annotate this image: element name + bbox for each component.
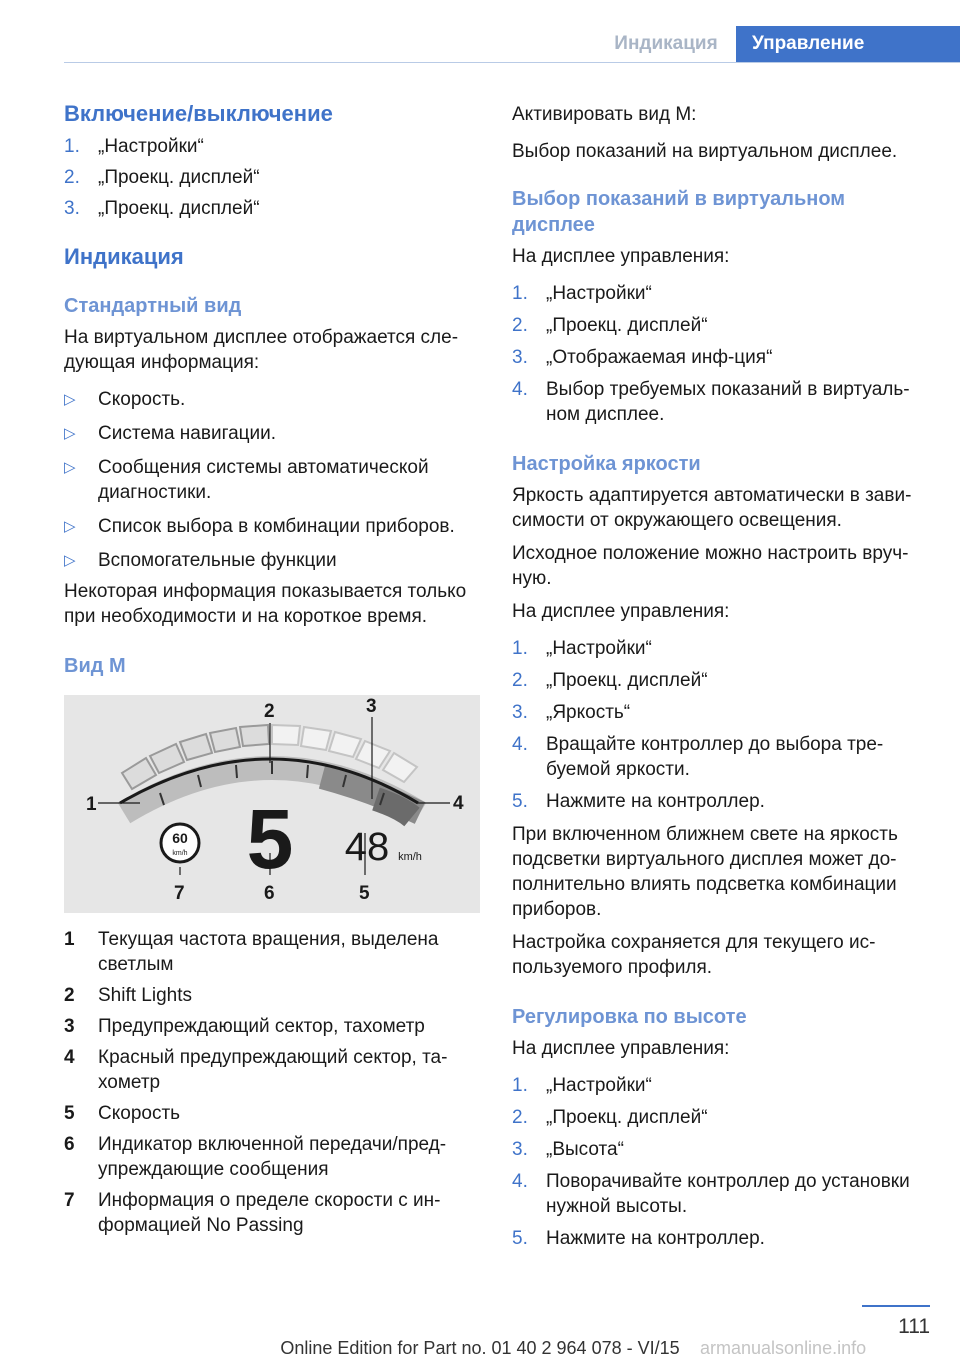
- callout-1: 1: [86, 794, 97, 815]
- list-item: 2. „Проекц. дисплей“: [512, 1107, 708, 1128]
- edition-info: Online Edition for Part no. 01 40 2 964 078 - VI/15: [280, 1338, 680, 1358]
- speed-unit: km/h: [398, 851, 422, 863]
- speed-limit-unit: km/h: [172, 850, 188, 857]
- paragraph: На дисплее управления:: [512, 601, 730, 622]
- callout-6: 6: [264, 883, 275, 904]
- m-view-display-figure: [64, 695, 480, 913]
- section-title-on-off: Включение/выключение: [64, 101, 333, 126]
- info-bullets: [64, 387, 482, 573]
- header-chapter-tab[interactable]: Управление: [736, 26, 960, 62]
- legend-item: 4 Красный предупреждающий сектор, та-хометр: [64, 1047, 448, 1093]
- legend-item: 7 Информация о пределе скорости с ин-формацией No Passing: [64, 1190, 441, 1236]
- page-number: 111: [898, 1315, 930, 1338]
- left-column: [64, 100, 482, 1244]
- list-item: 3. „Проекц. дисплей“: [64, 198, 260, 219]
- list-item: 4. Вращайте контроллер до выбора тре-буемой яркости.: [512, 734, 884, 780]
- paragraph: На дисплее управления:: [512, 246, 730, 267]
- paragraph: При включенном ближнем свете на яркость подсветки виртуального дисплея может до-полнительно влиять подсветка комбинации приборов.: [512, 824, 898, 920]
- list-item: 2. „Проекц. дисплей“: [512, 315, 708, 336]
- paragraph: На дисплее управления:: [512, 1038, 730, 1059]
- triangle-bullet-icon: ▷: [64, 391, 76, 408]
- list-item: 2. „Проекц. дисплей“: [512, 670, 708, 691]
- on-off-steps: [64, 134, 482, 221]
- select-view-steps: [512, 281, 932, 427]
- subsection-title-brightness: Настройка яркости: [512, 453, 701, 475]
- list-item: 4. Поворачивайте контроллер до установки нужной высоты.: [512, 1171, 910, 1217]
- triangle-bullet-icon: ▷: [64, 552, 76, 569]
- legend-item: 2 Shift Lights: [64, 985, 192, 1006]
- brightness-steps: [512, 636, 932, 814]
- list-item: ▷ Система навигации.: [64, 423, 277, 444]
- subsection-title-standard: Стандартный вид: [64, 295, 242, 317]
- watermark: armanualsonline.info: [700, 1338, 867, 1358]
- footer-divider: [862, 1305, 930, 1307]
- list-item: 1. „Настройки“: [64, 136, 204, 157]
- gear-indicator: 5: [246, 792, 294, 886]
- list-item: 3. „Высота“: [512, 1139, 624, 1160]
- paragraph: Выбор показаний на виртуальном дисплее.: [512, 141, 898, 162]
- list-item: 5. Нажмите на контроллер.: [512, 791, 765, 812]
- list-item: 1. „Настройки“: [512, 638, 652, 659]
- triangle-bullet-icon: ▷: [64, 518, 76, 535]
- triangle-bullet-icon: ▷: [64, 425, 76, 442]
- paragraph: Активировать вид М:: [512, 104, 697, 125]
- list-item: ▷ Сообщения системы автоматической диагностики.: [64, 457, 429, 503]
- list-item: 1. „Настройки“: [512, 283, 652, 304]
- legend-item: 3 Предупреждающий сектор, тахометр: [64, 1016, 425, 1037]
- legend-item: 1 Текущая частота вращения, выделена светлым: [64, 929, 439, 975]
- section-title-display: Индикация: [64, 244, 184, 269]
- legend-item: 5 Скорость: [64, 1103, 181, 1124]
- header-section-tab[interactable]: Индикация: [614, 33, 718, 54]
- m-view-illustration: [64, 695, 480, 913]
- callout-2: 2: [264, 701, 275, 722]
- subsection-title-height: Регулировка по высоте: [512, 1006, 747, 1028]
- callout-5: 5: [359, 883, 370, 904]
- paragraph: Исходное положение можно настроить вруч-ную.: [512, 543, 909, 589]
- list-item: ▷ Скорость.: [64, 389, 186, 410]
- callout-4: 4: [453, 793, 464, 814]
- list-item: 5. Нажмите на контроллер.: [512, 1228, 765, 1249]
- speed-limit-value: 60: [172, 830, 188, 846]
- list-item: 4. Выбор требуемых показаний в виртуаль-ном дисплее.: [512, 379, 910, 425]
- header-divider: [64, 62, 960, 63]
- list-item: ▷ Список выбора в комбинации приборов.: [64, 516, 455, 537]
- paragraph: Яркость адаптируется автоматически в зави-симости от окружающего освещения.: [512, 485, 912, 531]
- subsection-title-m-view: Вид М: [64, 655, 126, 677]
- paragraph: На виртуальном дисплее отображается сле-дующая информация:: [64, 327, 459, 373]
- paragraph: Некоторая информация показывается только при необходимости и на короткое время.: [64, 581, 467, 627]
- paragraph: Настройка сохраняется для текущего ис-пользуемого профиля.: [512, 932, 876, 978]
- callout-3: 3: [366, 696, 377, 717]
- figure-legend: [64, 927, 482, 1238]
- legend-item: 6 Индикатор включенной передачи/пред-упреждающие сообщения: [64, 1134, 447, 1180]
- callout-7: 7: [174, 883, 185, 904]
- triangle-bullet-icon: ▷: [64, 459, 76, 476]
- subsection-title-select-view: Выбор показаний в виртуальном дисплее: [512, 188, 846, 236]
- list-item: 1. „Настройки“: [512, 1075, 652, 1096]
- height-steps: [512, 1073, 932, 1251]
- right-column: [512, 100, 932, 1251]
- speed-value: 48: [344, 825, 390, 869]
- list-item: 3. „Отображаемая инф-ция“: [512, 347, 773, 368]
- list-item: ▷ Вспомогательные функции: [64, 550, 337, 571]
- list-item: 2. „Проекц. дисплей“: [64, 167, 260, 188]
- list-item: 3. „Яркость“: [512, 702, 631, 723]
